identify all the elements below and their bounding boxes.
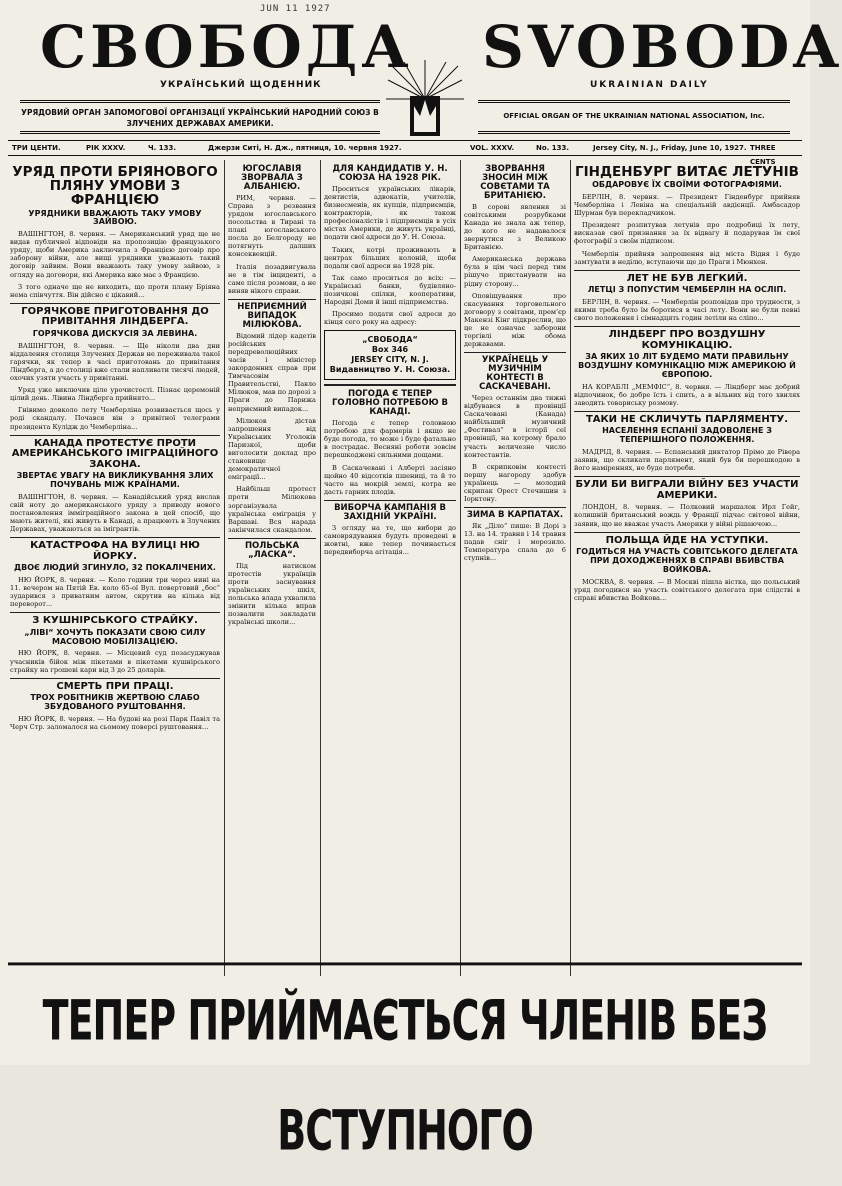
article-text: Як „Діло“ пише: В Дорі з 13. на 14. травня і 14 травня падав сніг і морозило. Температура спала до 6 ступнів... [464, 522, 566, 563]
article-text: Гнівимо довколо лету Чемберліна розвивається щось у роді скандалу. Почався він з привітної телеграми президента Кулідж до Чемберліна... [10, 406, 220, 431]
article-text: З огляду на те, що вибори до самоврядування будуть проведені в жовтні, вже тепер починається передвиборча агітація... [324, 523, 456, 557]
article-text: Проситься українських лікарів, дентистів, адвокатів, учителів, бизнесменів, як купців, підприємців, контракторів, як також професіоналістів і підприємців в усіх містах Америки, де живуть українці, подати свої адреси до У. Н. Союза. [324, 184, 456, 242]
article-text: Через останнім два тижні відбувався в провінції Саскачевані (Канада) найбільший музичний „Фестивал“ в історії сеї провінції, на котрому брало участь величезне число контестантів. [464, 393, 566, 459]
article-text: Президент розпитував летунів про подробиці їх лету, висказав свої признання за їх відвагу й подарував їм свої фотографії з своїм підписом. [574, 221, 800, 246]
headline: ЗИМА В КАРПАТАХ. [466, 510, 564, 521]
price-ukrainian: ТРИ ЦЕНТИ. [12, 144, 61, 152]
headline: ДЛЯ КАНДИДАТІВ У. Н. СОЮЗА НА 1928 РІК. [332, 164, 448, 183]
article-text: БЕРЛІН, 8. червня. — Президент Гінденбург прийняв Чемберліна і Левіна на спеціальній авдієнції. Амбасадор Шурман був перекладчиком. [574, 192, 800, 218]
headline: ЛІНДБЕРГ ПРО ВОЗДУШНУ КОМУНІКАЦІЮ. [608, 329, 766, 351]
headline: З КУШНІРСЬКОГО СТРАЙКУ. [32, 615, 198, 627]
headline: КАТАСТРОФА НА ВУЛИЦІ НЮ ЙОРКУ. [30, 540, 200, 562]
subheadline: НАСЕЛЕННЯ ЕСПАНІЇ ЗАДОВОЛЕНЕ З ТЕПЕРІШНОГО ПОЛОЖЕННЯ. [602, 426, 772, 445]
organ-statement-english: OFFICIAL ORGAN OF THE UKRAINIAN NATIONAL ASSOCIATION, Inc. [478, 100, 790, 134]
subheadline: ДВОЄ ЛЮДИЙ ЗГИНУЛО, 32 ПОКАЛІЧЕНИХ. [14, 563, 216, 573]
headline: ТАКИ НЕ СКЛИЧУТЬ ПАРЛЯМЕНТУ. [585, 413, 789, 425]
article-text: МАДРІД, 8. червня. — Еспанський диктатор Прімо де Ріверa заявив, що скликати парлямент, який був би перешкодою в його наміреннях, не буде потреби. [574, 448, 800, 473]
headline: КАНАДА ПРОТЕСТУЄ ПРОТИ АМЕРИКАНСЬКОГО ІМІГРАЦІЙНОГО ЗАКОНА. [11, 437, 219, 470]
headline: ПОЛЬЩА ЙДЕ НА УСТУПКИ. [605, 534, 769, 546]
article-text: РИМ, червня. — Справа з резвання урядом югославського посольства в Тирані та плакі югославського посла до Белгороду не потягнуть далших консеквенцій. [228, 193, 316, 259]
headline: НЕПРИЄМНИЙ ВИПАДОК МІЛЮКОВА. [237, 301, 307, 330]
year-ukrainian: РІК XXXV. [86, 144, 126, 152]
headline: ПОЛЬСЬКА „ЛАСКА“. [244, 540, 300, 560]
masthead [0, 8, 842, 138]
headline: ЛЕТ НЕ БУВ ЛЕГКИЙ. [626, 272, 748, 284]
subheadline: ГОРЯЧКОВА ДИСКУСІЯ ЗА ЛЕВИНА. [32, 328, 198, 338]
article-text: Найбільш протест проти Мілюкова зорганізувала українська еміграція у Варшаві. Вся нарада закінчилася скандалом. [228, 485, 316, 534]
masthead-title-ukrainian: СВОБОДА [40, 13, 413, 81]
article-text: В скрипковім контесті першу нагороду здобув українець — молодий скрипак Орест Стечишин з Іорктону. [464, 462, 566, 504]
article-text: НЮ ЙОРК, 8. червня. — На будові на розі Парк Павіл та Черч Стр. заломалося на сьомому поверсі руштовання... [10, 714, 220, 731]
headline: ЮГОСЛАВІЯ ЗВОРВАЛА З АЛБАНІЄЮ. [241, 164, 303, 192]
article-text: НЮ ЙОРК, 8. червня. — Коло години три через нині на 11. вечером на Пятій Ев. коло 65-ої Вул. повертовий „бос“ зударився з приватним автом, скрутив на кілька від переворот... [10, 575, 220, 609]
article-text: БЕРЛІН, 8. червня. — Чемберлін розповідав про трудности, з якими треба було їм боротися в часі лету. Вони не були певні свого положення і сімнадцять годин летіли на сліпо... [574, 298, 800, 323]
address-box [324, 330, 456, 380]
article-text: З того одначе ще не виходить, що проти плану Бріяна нема співчуття. Він дійсно є цікавий... [10, 282, 220, 299]
article-text: Таких, котрі проживають в центрах більших колоній, щоби подали свої адреси на 1928 рік. [324, 245, 456, 270]
column-rule [224, 160, 225, 976]
headline: ПОГОДА Є ТЕПЕР ГОЛОВНО ПОТРЕБОЮ В КАНАДІ. [332, 389, 448, 418]
article-text: Погода є тепер головною потребою для фармерів і якщо не буде погода, то може і буде фатально в пострадає. Весняні роботи зовсім перешкоджені сильними дощами. [324, 419, 456, 460]
article-text: МОСКВА, 8. червня. — В Москві пішла вістка, що польський уряд погодився на участь совітського делегата при слідстві в справі вбивства Войкова... [574, 577, 800, 602]
article-text: Оповіщування про скасування торговельного договору з совітами, прем’єр Макензі Кінг підкреслив, що це не означає заборони торгівлі між обома державами. [464, 291, 566, 349]
article-text: ВАШІНГТОН, 8. червня. — Ще ніколи два дни віддалення столиця Злучених Держав не переживала такої гарячки, як тепер в часі приготовань до привітання Ліндберга, а до столиці вже стали напливати тисячі людей, охочих узяти участь у привітанні. [10, 341, 220, 383]
address-line: Box 346 [371, 345, 409, 355]
article-text: Італія позадвигувала не в тім інциденті, а саме після розмови, а не виняв нікого справи. [228, 262, 316, 295]
article-text: Мілюков дістав запрошення від Українських Уголоків Паризкої, щоби виголосити доклад про становище демократичної еміграції... [228, 416, 316, 482]
subheadline: ОБДАРОВУЄ ЇХ СВОЇМИ ФОТОГРАФІЯМИ. [592, 180, 782, 190]
masthead-subtitle-english: UKRAINIAN DAILY [590, 80, 709, 90]
subheadline: УРЯДНИКИ ВВАЖАЮТЬ ТАКУ УМОВУ ЗАЙВОЮ. [28, 208, 202, 227]
article-text: Уряд уже виключив ціле урочистості. Пізнає церемоній цілий день. Лівина Ліндберга прийнято... [10, 386, 220, 403]
subheadline: ТРОХ РОБІТНИКІВ ЖЕРТВОЮ СЛАБО ЗБУДОВАНОГО РУШТОВАННЯ. [30, 693, 200, 711]
headline: ЗВОРВАННЯ ЗНОСИН МІЖ СОВЄТАМИ ТА БРИТАНІЄЮ. [480, 164, 550, 201]
article-text: Американська держава була в цім часі перед тим рішучо пристанувати на рідну сторону... [464, 255, 566, 288]
issue-number-ukrainian: Ч. 133. [148, 144, 177, 152]
column-4 [464, 162, 566, 972]
article-text: В Саскачевані і Алберті засіяно щойно 40 відсотків пшениці, та й то часто на мокрій землі, котра не дасть гарних плодів. [324, 463, 456, 496]
column-3 [324, 162, 456, 972]
masthead-title-english: SVOBODA [482, 13, 842, 81]
subheadline: ЛЕТЦІ З ПОПУСТИМ ЧЕМБЕРЛІН НА ОСЛІП. [587, 285, 787, 295]
article-text: Так само проситься до всіх: — Українські банки, будівляно-позичкові спілки, кооперативи, Народні Доми й інші підприємства. [324, 273, 456, 307]
headline: ГІНДЕНБУРГ ВИТАЄ ЛЕТУНІВ [575, 164, 799, 180]
subheadline: ГОДИТЬСЯ НА УЧАСТЬ СОВІТСЬКОГО ДЕЛЕГАТА ПРИ ДОХОДЖЕННЯХ В СПРАВІ ВБИВСТВА ВОЙКОВА. [576, 547, 798, 574]
bottom-banner-headline: ТЕПЕР ПРИЙМАЄТЬСЯ ЧЛЕНІВ БЕЗ ВСТУПНОГО [8, 962, 802, 1075]
price-english: THREE CENTS [750, 144, 776, 166]
article-text: Чемберлін прийняв запрошення від міста Відня і буде замтувати в неділю, вступаючи ще до Праги і Мюнхен. [574, 249, 800, 266]
article-text: ЛОНДОН, 8. червня. — Полковий маршалок Ирл Гейг, колишній британський вождь у Франції підчас світової війни, заявив, що не вважає участь Америки у війні рішаючою... [574, 503, 800, 528]
headline: БУЛИ БИ ВИГРАЛИ ВІЙНУ БЕЗ УЧАСТИ АМЕРИКИ. [575, 479, 799, 501]
article-text: НЮ ЙОРК, 8. червня. — Місцевий суд позасуджував учасників бійок між пікетами в пікетами кушнірського страйку на грошеві кари від 3 до 25 доларів. [10, 649, 220, 674]
column-rule [320, 160, 321, 976]
subheadline: ЗА ЯКИХ 10 ЛІТ БУДЕМО МАТИ ПРАВИЛЬНУ ВОЗДУШНУ КОМУНІКАЦІЮ МІЖ АМЕРИКОЮ Й ЄВРОПОЮ. [578, 352, 796, 379]
headline: УРЯД ПРОТИ БРІЯНОВОГО ПЛЯНУ УМОВИ З ФРАНЦІЄЮ [12, 164, 218, 209]
article-text: НА КОРАБЛІ „МЕМФІС“, 8. червня. — Ліндберг має добрий відпочинок, бо добре їсть і спить, а в вільних від того хвилях заводить товариську розмову. [574, 382, 800, 407]
address-line: „СВОБОДА“ [362, 335, 418, 345]
place-date-english: Jersey City, N. J., Friday, June 10, 1927. [593, 144, 747, 152]
column-1 [10, 162, 220, 972]
headline: СМЕРТЬ ПРИ ПРАЦІ. [56, 680, 174, 692]
trident-emblem-icon [384, 58, 466, 140]
subheadline: ЗВЕРТАЄ УВАГУ НА ВИКЛИКУВАННЯ ЗЛИХ ПОЧУВАНЬ МІЖ КРАЇНАМИ. [16, 471, 214, 489]
article-text: Відомий лідер кадетів російських передреволюційних часів і міністер закордонних справ при Тимчасовім Правительстві, Павло Мілюков, мав по дорозі з Праги до Парижа неприємний випадок... [228, 331, 316, 413]
volume-english: VOL. XXXV. [470, 144, 515, 152]
article-text: ВАШІНГТОН, 8. червня. — Канадійський уряд вислав свій ноту до американського уряду з приводу нового постановлення імміграційного закона в цей спосіб, що мають жителі, які живуть в Канаді, а працюють в Злучених Державах, уважаються за імігрантів. [10, 492, 220, 534]
organ-statement-ukrainian: УРЯДОВИЙ ОРГАН ЗАПОМОГОВОЇ ОРГАНІЗАЦІЇ УКРАЇНСЬКИЙ НАРОДНИЙ СОЮЗ В ЗЛУЧЕНИХ ДЕРЖАВАХ АМЕРИКИ. [20, 100, 380, 134]
article-text: Просимо подати свої адреси до кінця сего року на адресу: [324, 310, 456, 327]
issue-number-english: No. 133. [536, 144, 570, 152]
article-text: ВАШІНГТОН, 8. червня. — Американський уряд ще не видав публичної відповіди на пропозицію французького уряду, щоби Америка заключила з Францією договір про заборону війни, але вищі урядники уважають такий договір зайвим. Вони вважають таку умову зайвою, з огляду на договори, які Америка вже має з Францією. [10, 230, 220, 279]
subheadline: „ЛІВІ“ ХОЧУТЬ ПОКАЗАТИ СВОЮ СИЛУ МАСОВОЮ МОБІЛІЗАЦІЄЮ. [24, 627, 206, 646]
headline: УКРАЇНЕЦЬ У МУЗИЧНІМ КОНТЕСТІ В САСКАЧЕВАНІ. [479, 355, 551, 393]
masthead-subtitle-ukrainian: УКРАЇНСЬКИЙ ЩОДЕННИК [160, 80, 322, 90]
library-stamp: JUN 11 1927 [260, 4, 331, 14]
address-line: Видавництво У. Н. Союза. [329, 365, 451, 375]
column-rule [460, 160, 461, 976]
headline: ВИБОРЧА КАМПАНІЯ В ЗАХІДНІЙ УКРАЇНІ. [334, 502, 446, 522]
article-text: В сорові явлення зі совітськими розрубками Канада не знала аж тепер, до кого не надавалося звернутися з Великою Британією. [464, 202, 566, 252]
column-5 [574, 162, 800, 972]
dateline-bar [8, 140, 802, 166]
address-line: JERSEY CITY, N. J. [351, 355, 429, 365]
column-2 [228, 162, 316, 972]
headline: ГОРЯЧКОВЕ ПРИГОТОВАННЯ ДО ПРИВІТАННЯ ЛІНДБЕРГА. [21, 305, 209, 328]
place-date-ukrainian: Джерзи Ситі, Н. Дж., пятниця, 10. червня 1927. [208, 144, 402, 152]
column-rule [570, 160, 571, 976]
article-text: Під натиском протестів українців проти заснування українських шкіл, польська влада ухвалила змінити кілька вправ позвалити закладати українські школи... [228, 561, 316, 627]
